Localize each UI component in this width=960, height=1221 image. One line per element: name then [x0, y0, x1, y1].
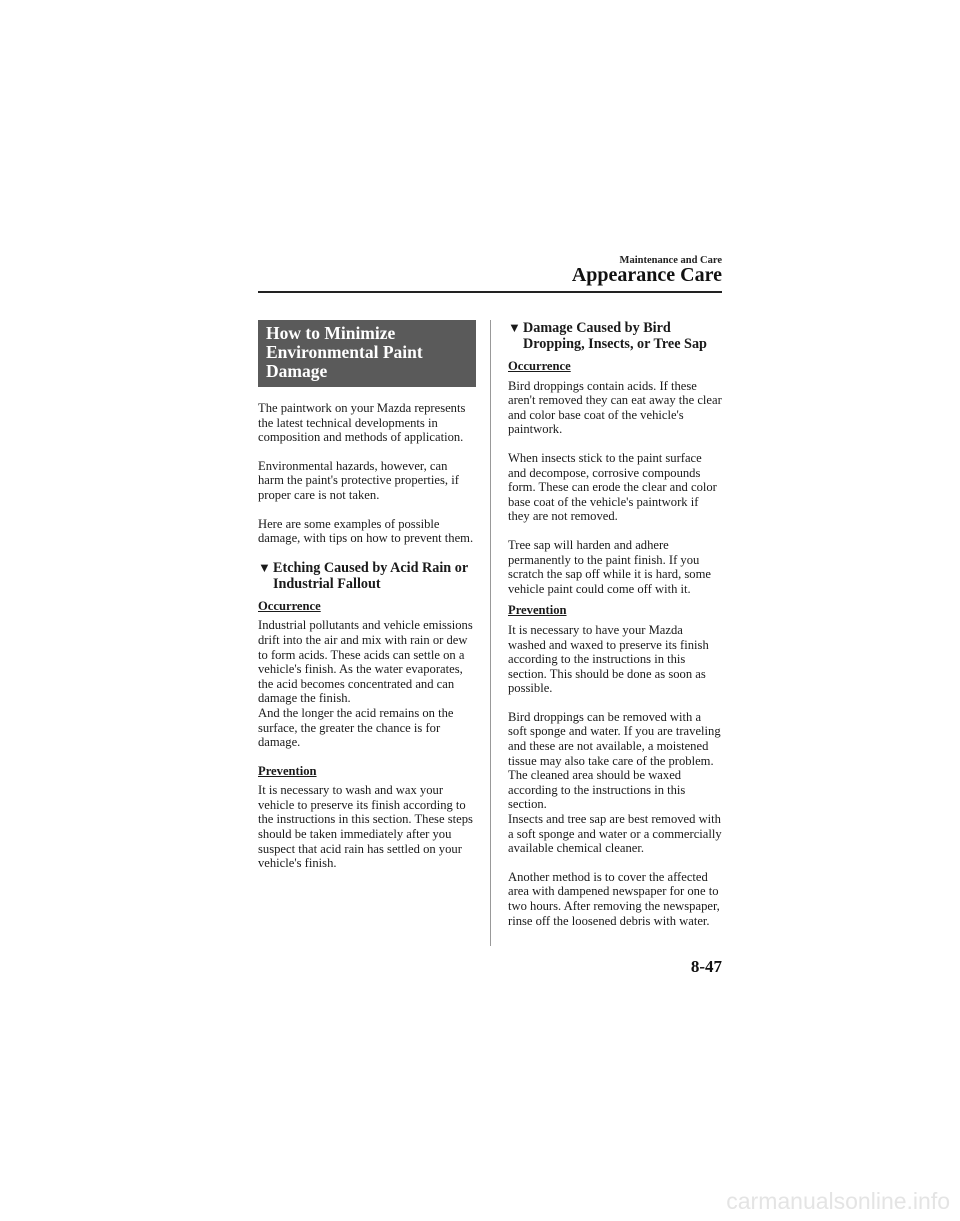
- intro-paragraph: Here are some examples of possible damage, with tips on how to prevent them.: [258, 516, 474, 546]
- prevention-label: Prevention: [508, 603, 567, 618]
- chapter-label: Maintenance and Care: [619, 255, 722, 266]
- triangle-marker-icon: ▼: [508, 320, 521, 335]
- prevention-label: Prevention: [258, 763, 317, 778]
- prevention-paragraph: [508, 710, 723, 856]
- prevention-paragraph: It is necessary to have your Mazda washed and waxed to preserve its finish according to the instructions in this section. This should be done as soon as possible.: [508, 622, 709, 696]
- page-number: 8-47: [690, 957, 722, 976]
- section-heading: How to Minimize Environmental Paint Damage: [258, 320, 476, 387]
- occurrence-text-part: And the longer the acid remains on the surface, the greater the chance is for damage.: [258, 705, 454, 750]
- prevention-text-part: Bird droppings can be removed with a soft sponge and water. If you are traveling and these are not available, a moistened tissue may also take care of the problem. The cleaned area should be waxed according to the instructions in this section.: [508, 709, 721, 812]
- occurrence-text-part: Industrial pollutants and vehicle emissions drift into the air and mix with rain or dew to form acids. These acids can settle on a vehicle's finish. As the water evaporates, the acid becomes concentrated and can damage the finish.: [258, 618, 473, 706]
- subsection-heading-bird-dropping: [508, 320, 723, 352]
- occurrence-paragraph: Bird droppings contain acids. If these aren't removed they can eat away the clear and color base coat of the vehicle's paintwork.: [508, 378, 722, 437]
- intro-paragraph: Environmental hazards, however, can harm the paint's protective properties, if proper care is not taken.: [258, 458, 459, 502]
- header-divider: [258, 291, 722, 293]
- prevention-paragraph: Another method is to cover the affected area with dampened newspaper for one to two hours. After removing the newspaper, rinse off the loosened debris with water.: [508, 869, 720, 928]
- occurrence-paragraph: Tree sap will harden and adhere permanently to the paint finish. If you scratch the sap off while it is hard, some vehicle paint could come off with it.: [508, 537, 711, 596]
- occurrence-paragraph: When insects stick to the paint surface and decompose, corrosive compounds form. These can erode the clear and color base coat of the vehicle's paintwork if they are not removed.: [508, 450, 717, 524]
- left-column: [258, 320, 476, 885]
- watermark: carmanualsonline.info: [726, 1188, 950, 1214]
- right-column: [508, 320, 723, 942]
- section-title: Appearance Care: [571, 264, 722, 286]
- prevention-text-part: Insects and tree sap are best removed with a soft sponge and water or a commercially available chemical cleaner.: [508, 812, 722, 856]
- subsection-heading-acid-rain: [258, 560, 476, 592]
- prevention-text: It is necessary to wash and wax your vehicle to preserve its finish according to the instructions in this section. These steps should be taken immediately after you suspect that acid rain has settled on your vehicle's finish.: [258, 783, 473, 871]
- column-divider: [490, 320, 491, 946]
- occurrence-text: [258, 618, 476, 749]
- occurrence-label: Occurrence: [508, 359, 571, 373]
- occurrence-label: Occurrence: [258, 598, 321, 613]
- subsection-title: Etching Caused by Acid Rain or Industrial Fallout: [273, 559, 468, 592]
- triangle-marker-icon: ▼: [258, 559, 271, 575]
- subsection-title: Damage Caused by Bird Dropping, Insects, or Tree Sap: [523, 320, 707, 352]
- intro-paragraph: The paintwork on your Mazda represents the latest technical developments in composition and methods of application.: [258, 401, 466, 445]
